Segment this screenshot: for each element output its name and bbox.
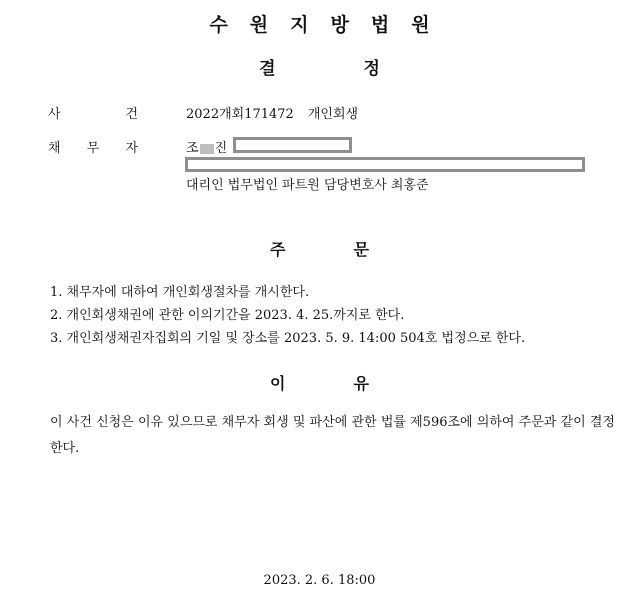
document-type-left: 결 (259, 59, 276, 79)
debtor-label-char-1: 채 (48, 141, 61, 156)
case-number: 2022개회171472 (186, 107, 294, 122)
order-heading-right: 문 (353, 240, 369, 259)
debtor-label-char-2: 무 (86, 141, 100, 156)
document-type-right: 정 (363, 59, 380, 79)
court-name: 수원지방법원 (209, 14, 452, 36)
representative: 대리인 법무법인 파트원 담당변호사 최홍준 (186, 178, 429, 193)
reasons-heading (0, 371, 639, 394)
case-label (48, 103, 138, 122)
reasons-text: 이 사건 신청은 이유 있으므로 채무자 회생 및 파산에 관한 법률 제596조에 의하여 주문과 같이 결정한다. (50, 415, 615, 456)
case-label-char-2: 건 (125, 107, 138, 122)
case-type: 개인회생 (307, 107, 359, 122)
case-value (186, 103, 358, 122)
order-item-1: 1. 채무자에 대하여 개인회생절차를 개시한다. (50, 285, 310, 300)
document-type-heading (0, 54, 639, 79)
debtor-name (186, 137, 227, 156)
debtor-name-last: 진 (214, 141, 228, 156)
order-heading (0, 237, 639, 260)
order-item-3: 3. 개인회생채권자집회의 기일 및 장소를 2023. 5. 9. 14:00 504호 법정으로 한다. (50, 331, 526, 346)
redaction-box-address-1 (233, 137, 352, 153)
decision-date: 2023. 2. 6. 18:00 (263, 573, 376, 588)
debtor-name-redaction (200, 144, 214, 154)
order-item-2: 2. 개인회생채권에 관한 이의기간을 2023. 4. 25.까지로 한다. (50, 308, 405, 323)
reasons-heading-right: 유 (353, 374, 369, 393)
debtor-label-char-3: 자 (125, 141, 138, 156)
case-label-char-1: 사 (48, 107, 61, 122)
redaction-box-address-2 (185, 157, 585, 172)
order-heading-left: 주 (270, 240, 286, 259)
reasons-heading-left: 이 (270, 374, 286, 393)
debtor-label (48, 137, 138, 156)
debtor-name-first: 조 (186, 141, 199, 156)
